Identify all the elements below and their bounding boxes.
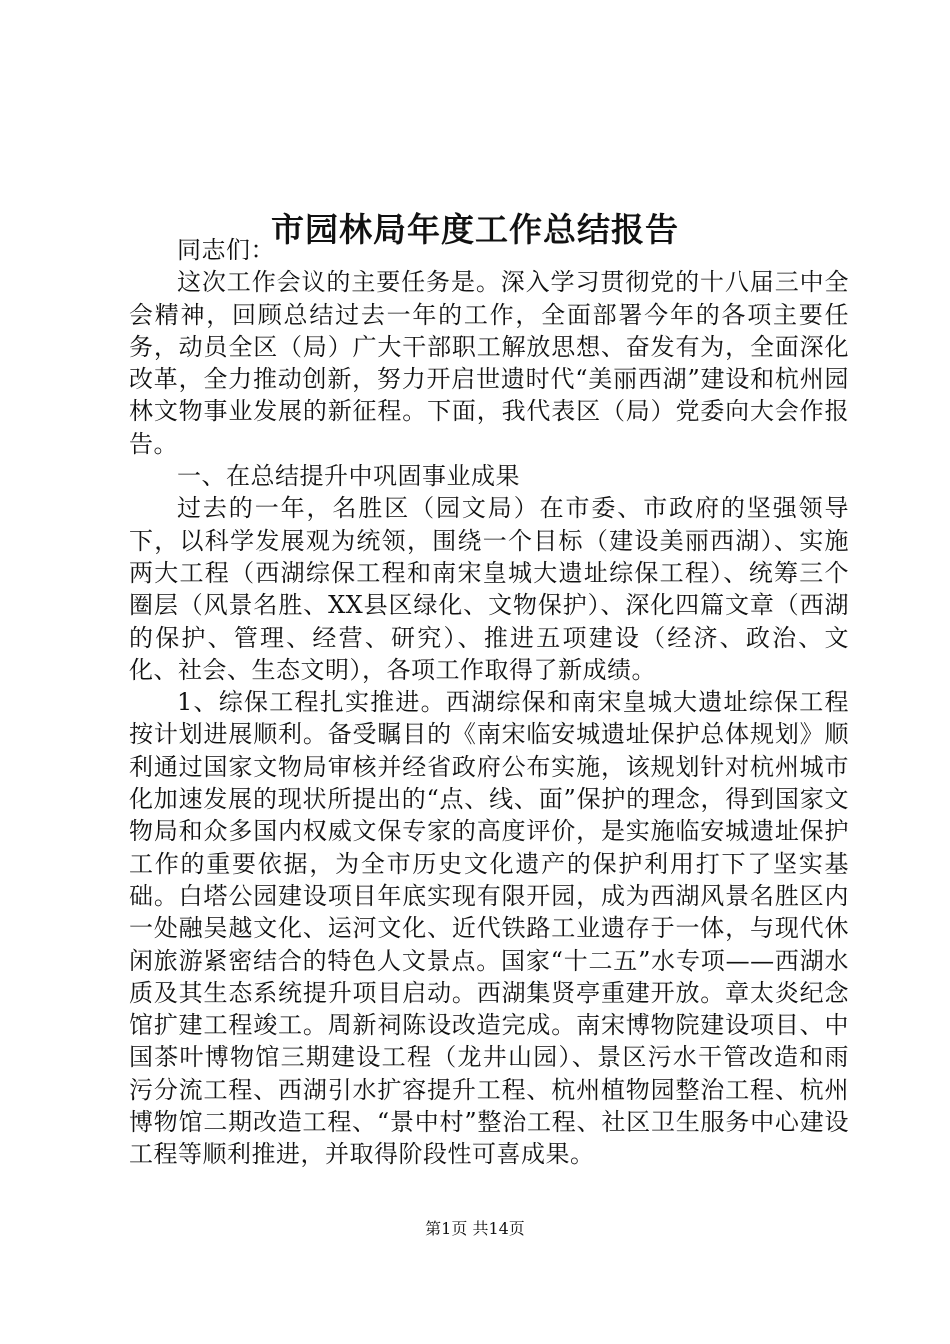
document-title: 市园林局年度工作总结报告 [271,210,679,250]
summary-paragraph: 过去的一年，名胜区（园文局）在市委、市政府的坚强领导下，以科学发展观为统领，围绕一个目标（建设美丽西湖）、实施两大工程（西湖综保工程和南宋皇城大遗址综保工程）、统筹三个圈层（风景名胜、XX县区绿化、文物保护）、深化四篇文章（西湖的保护、管理、经营、研究）、推进五项建设（经济、政治、文化、社会、生态文明），各项工作取得了新成绩。 [129,494,849,684]
page-footer [0,1217,950,1241]
intro-paragraph: 这次工作会议的主要任务是。深入学习贯彻党的十八届三中全会精神，回顾总结过去一年的工作，全面部署今年的各项主要任务，动员全区（局）广大干部职工解放思想、奋发有为，全面深化改革，全力推动创新，努力开启世遗时代“美丽西湖”建设和杭州园林文物事业发展的新征程。下面，我代表区（局）党委向大会作报告。 [129,268,849,458]
document-body [129,234,849,1171]
section-heading: 一、在总结提升中巩固事业成果 [177,462,520,491]
salutation: 同志们： [177,236,275,264]
page-number: 第1页 共14页 [425,1219,525,1238]
item-1-paragraph: 1、综保工程扎实推进。西湖综保和南宋皇城大遗址综保工程按计划进展顺利。备受瞩目的《南宋临安城遗址保护总体规划》顺利通过国家文物局审核并经省政府公布实施，该规划针对杭州城市化加速发展的现状所提出的“点、线、面”保护的理念，得到国家文物局和众多国内权威文保专家的高度评价，是实施临安城遗址保护工作的重要依据，为全市历史文化遗产的保护利用打下了坚实基础。白塔公园建设项目年底实现有限开园，成为西湖风景名胜区内一处融吴越文化、运河文化、近代铁路工业遗存于一体，与现代休闲旅游紧密结合的特色人文景点。国家“十二五”水专项——西湖水质及其生态系统提升项目启动。西湖集贤亭重建开放。章太炎纪念馆扩建工程竣工。周新祠陈设改造完成。南宋博物院建设项目、中国茶叶博物馆三期建设工程（龙井山园）、景区污水干管改造和雨污分流工程、西湖引水扩容提升工程、杭州植物园整治工程、杭州博物馆二期改造工程、“景中村”整治工程、社区卫生服务中心建设工程等顺利推进，并取得阶段性可喜成果。 [129,688,849,1169]
